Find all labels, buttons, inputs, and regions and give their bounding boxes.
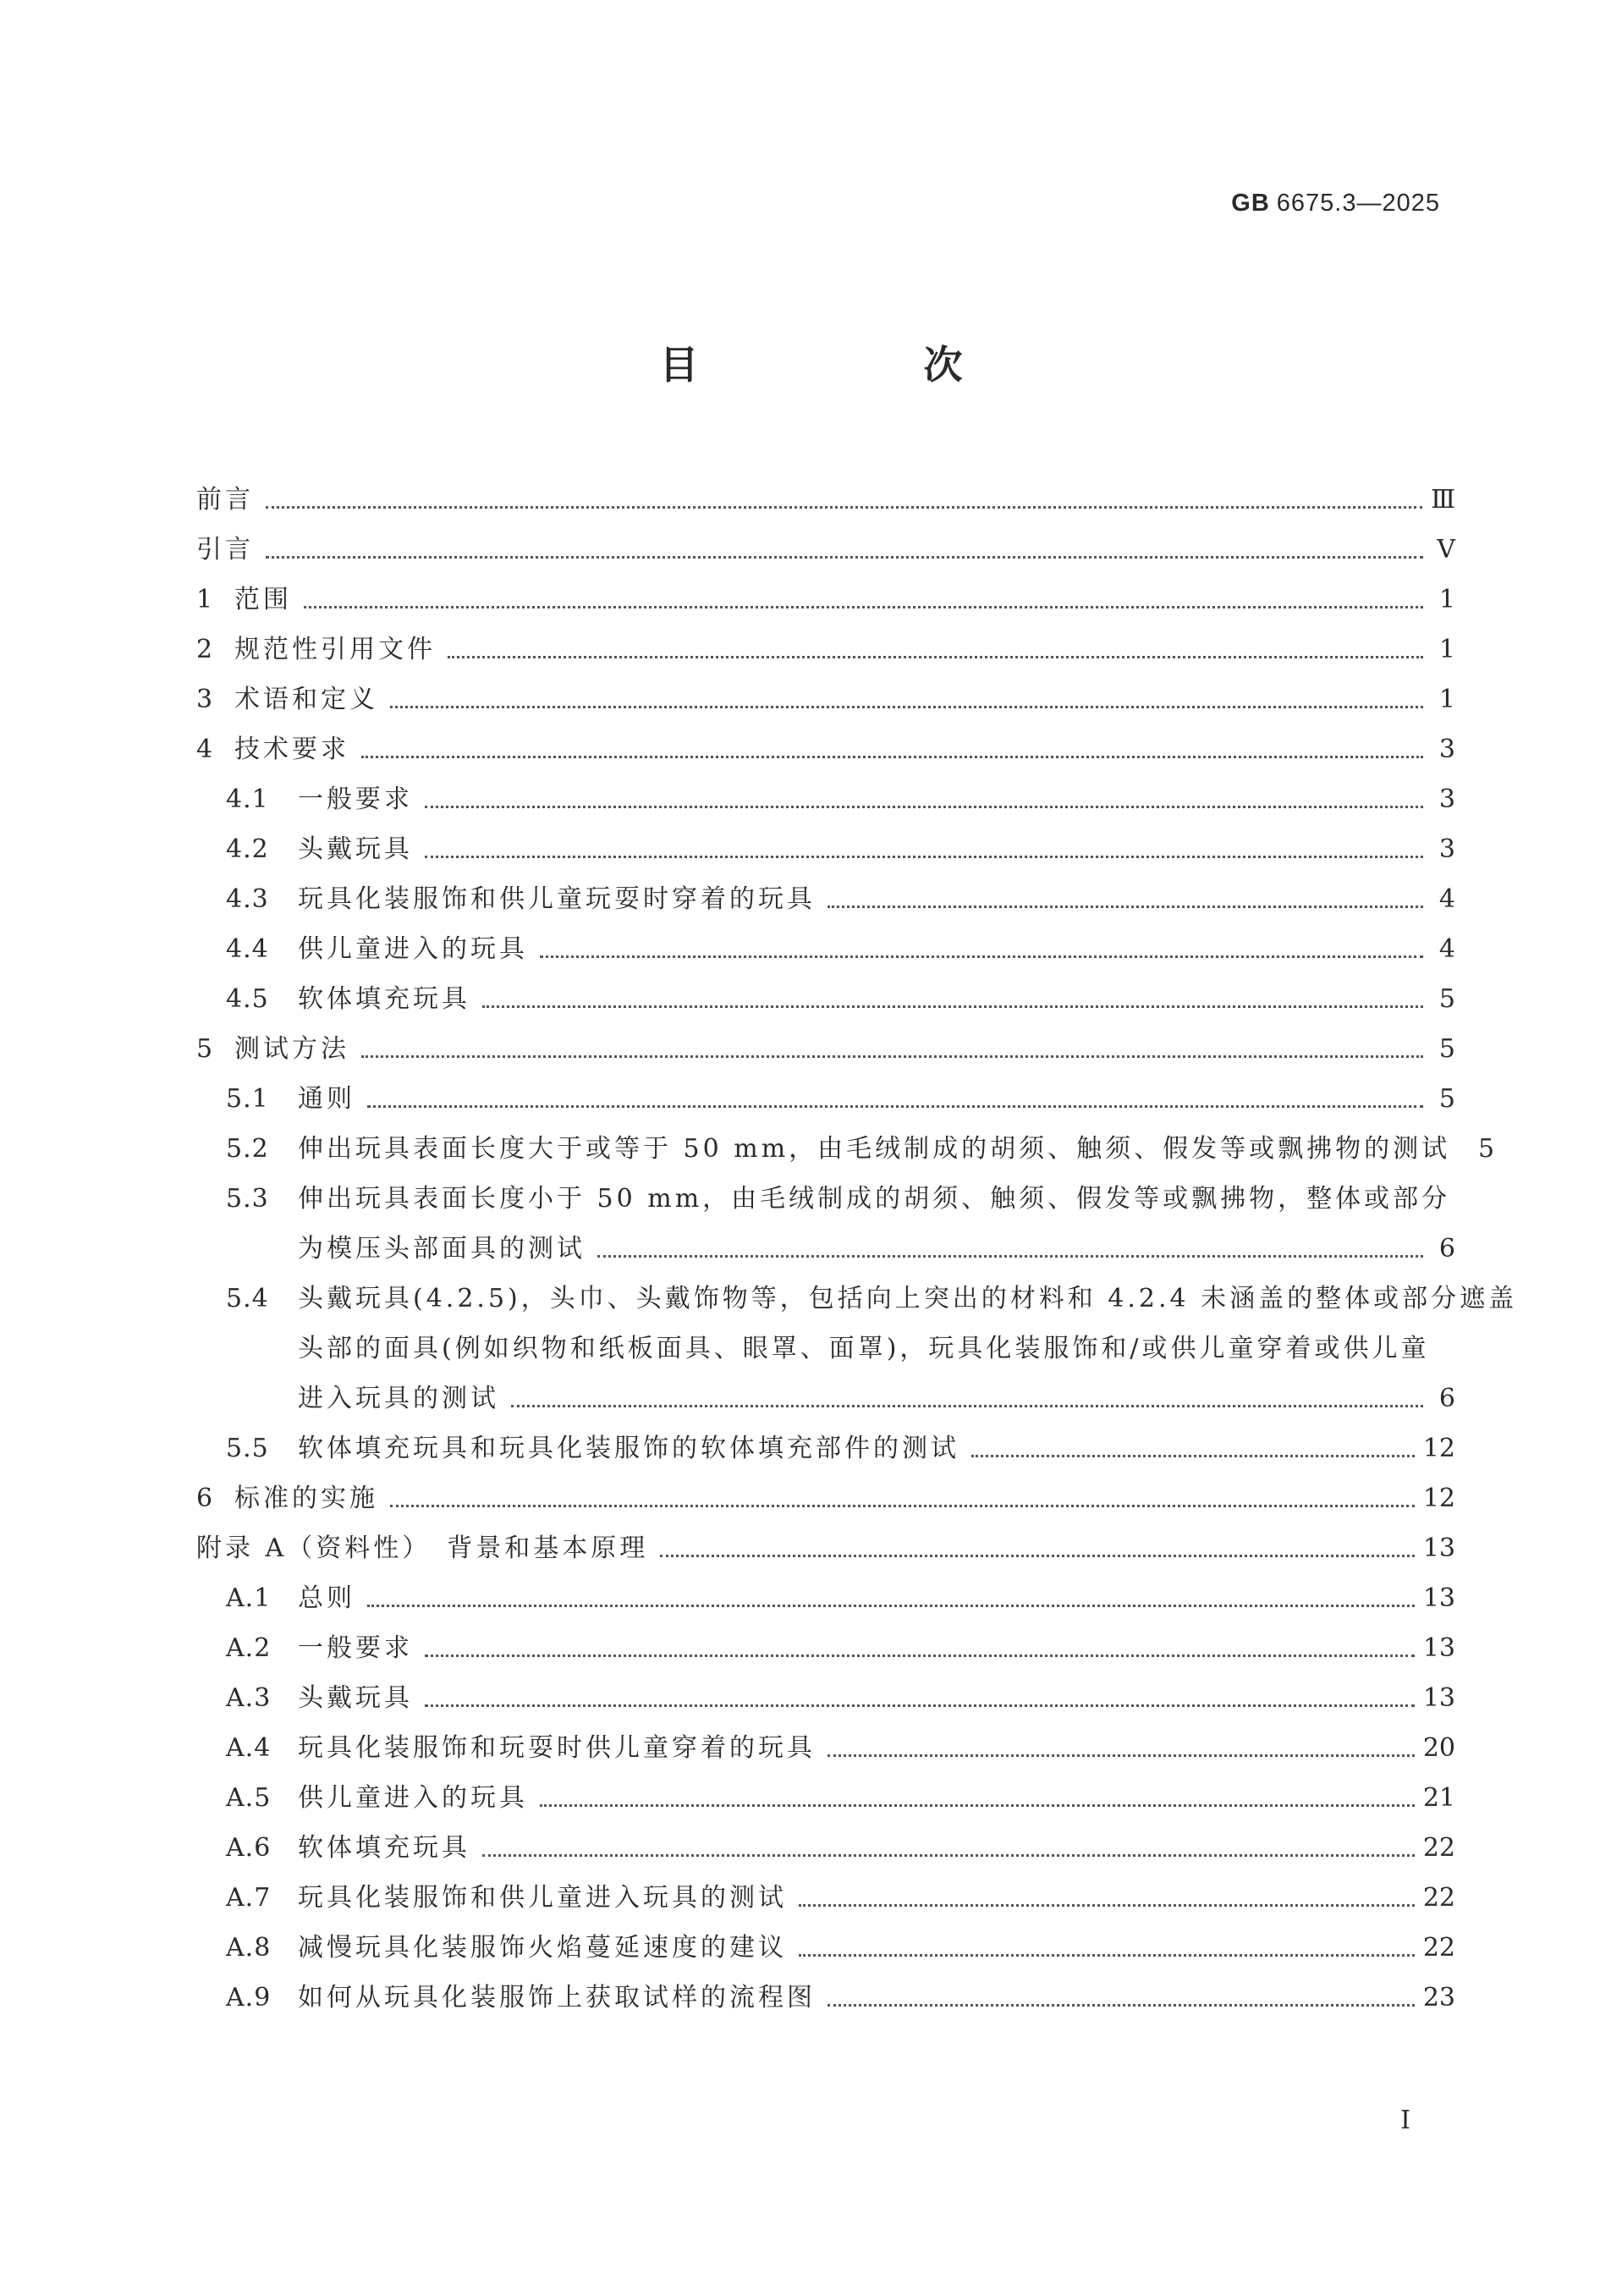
toc-entry-page: 22 (1422, 1883, 1455, 1913)
dot-leader (511, 1404, 1423, 1407)
dot-leader (827, 905, 1423, 908)
toc-entry[interactable] (196, 665, 1455, 715)
toc-entry-label: 一般要求 (298, 1633, 413, 1663)
dot-leader (597, 1254, 1423, 1258)
toc-entry-label: 软体填充玩具和玩具化装服饰的软体填充部件的测试 (298, 1434, 959, 1463)
toc-entry-label: 伸出玩具表面长度大于或等于 50 mm，由毛绒制成的胡须、触须、假发等或飘拂物的测试 (298, 1134, 1451, 1164)
toc-entry[interactable] (196, 965, 1455, 1015)
toc-entry-label: 玩具化装服饰和供儿童进入玩具的测试 (298, 1883, 787, 1913)
dot-leader (361, 755, 1423, 758)
toc-entry-label: 引言 (196, 535, 254, 564)
dot-leader (304, 605, 1423, 608)
toc-entry-page: 12 (1422, 1434, 1455, 1463)
toc-entry-label: 技术要求 (234, 735, 349, 764)
toc-entry-label: 总则 (298, 1583, 355, 1613)
toc-entry-label: 如何从玩具化装服饰上获取试样的流程图 (298, 1983, 816, 2012)
toc-entry-number: 5.2 (226, 1134, 269, 1164)
toc-entry-label: 减慢玩具化装服饰火焰蔓延速度的建议 (298, 1933, 787, 1963)
toc-entry[interactable] (196, 565, 1455, 615)
toc-entry-page: 5 (1438, 1084, 1455, 1114)
toc-entry-page: 5 (1478, 1134, 1495, 1164)
dot-leader (425, 1654, 1415, 1657)
toc-entry-page: 13 (1422, 1683, 1455, 1713)
dot-leader (266, 505, 1422, 509)
toc-entry-number: 3 (196, 685, 214, 714)
toc-entry-page: 3 (1438, 785, 1455, 814)
dot-leader (448, 655, 1423, 658)
dot-leader (540, 1803, 1415, 1807)
toc-entry-number: 5.3 (226, 1184, 269, 1214)
dot-leader (425, 805, 1423, 808)
toc-entry-number: A.2 (226, 1633, 272, 1663)
dot-leader (266, 555, 1423, 559)
toc-entry[interactable] (196, 715, 1455, 765)
toc-entry-page: Ⅴ (1437, 535, 1455, 564)
toc-entry-page: 3 (1438, 735, 1455, 764)
dot-leader (425, 855, 1423, 858)
toc-entry[interactable] (196, 765, 1455, 815)
toc-entry[interactable] (196, 1714, 1455, 1764)
toc-entry[interactable] (196, 1264, 1518, 1314)
toc-entry[interactable] (196, 815, 1455, 865)
toc-entry[interactable] (196, 1814, 1455, 1864)
toc-entry-page: 21 (1422, 1783, 1455, 1813)
standard-prefix: GB (1231, 190, 1270, 217)
toc-entry[interactable] (196, 865, 1455, 915)
toc-entry-number: A.7 (226, 1883, 272, 1913)
dot-leader (799, 1903, 1415, 1907)
toc-entry-label: 前言 (196, 485, 254, 515)
dot-leader (827, 2003, 1415, 2007)
toc-entry-number: 6 (196, 1484, 214, 1513)
toc-entry-number: 4.3 (226, 884, 269, 914)
dot-leader (425, 1704, 1415, 1707)
toc-entry-number: 5.1 (226, 1084, 269, 1114)
toc-entry[interactable] (196, 1614, 1455, 1664)
toc-entry-label: 一般要求 (298, 785, 413, 814)
toc-entry-number: 1 (196, 585, 214, 614)
toc-entry-label: 玩具化装服饰和供儿童玩耍时穿着的玩具 (298, 884, 816, 914)
standard-number (1231, 190, 1440, 217)
toc-entry-number: 4.1 (226, 785, 269, 814)
toc-entry-number: 4.5 (226, 984, 269, 1014)
toc-entry-number: A.6 (226, 1833, 272, 1863)
dot-leader (540, 955, 1423, 958)
toc-entry[interactable] (196, 915, 1455, 965)
toc-entry-number: A.5 (226, 1783, 272, 1813)
toc-entry-label: 供儿童进入的玩具 (298, 1783, 528, 1813)
toc-entry-number: 4 (196, 735, 214, 764)
toc-entry[interactable] (196, 1314, 1455, 1364)
toc-title: 目 次 (659, 342, 1056, 388)
toc-entry-page: 13 (1422, 1633, 1455, 1663)
toc-entry-page: 22 (1422, 1833, 1455, 1863)
toc-entry-label: 为模压头部面具的测试 (298, 1234, 586, 1264)
toc-entry-number: 4.2 (226, 834, 269, 864)
dot-leader (660, 1554, 1415, 1557)
toc-entry[interactable] (196, 1864, 1455, 1913)
toc-entry-number: A.4 (226, 1733, 272, 1763)
toc-entry-label: 头部的面具(例如织物和纸板面具、眼罩、面罩)，玩具化装服饰和/或供儿童穿着或供儿童 (298, 1334, 1430, 1363)
toc-entry[interactable] (196, 465, 1455, 515)
toc-entry-page: 1 (1438, 585, 1455, 614)
toc-entry[interactable] (196, 1913, 1455, 1963)
dot-leader (482, 1853, 1415, 1857)
toc-entry[interactable] (196, 1564, 1455, 1614)
dot-leader (799, 1953, 1415, 1957)
toc-entry[interactable] (196, 1214, 1455, 1264)
toc-entry-page: 4 (1438, 934, 1455, 964)
table-of-contents (196, 465, 1518, 2013)
toc-entry-page: 20 (1422, 1733, 1455, 1763)
toc-entry-label: 头戴玩具 (298, 1683, 413, 1713)
toc-entry-page: Ⅲ (1431, 485, 1455, 515)
toc-entry-page: 12 (1422, 1484, 1455, 1513)
toc-entry[interactable] (196, 1015, 1455, 1065)
toc-entry[interactable] (196, 1764, 1455, 1814)
toc-entry-label: 软体填充玩具 (298, 984, 470, 1014)
toc-entry-number: 2 (196, 635, 214, 664)
dot-leader (367, 1104, 1423, 1108)
dot-leader (971, 1454, 1415, 1457)
toc-entry-page: 13 (1422, 1583, 1455, 1613)
page-number: I (1400, 2106, 1410, 2135)
toc-entry[interactable] (196, 1414, 1455, 1464)
toc-entry-label: 标准的实施 (234, 1484, 378, 1513)
toc-entry-number: 5.4 (226, 1284, 269, 1313)
toc-entry-page: 13 (1422, 1533, 1455, 1563)
dot-leader (482, 1005, 1423, 1008)
toc-entry-label: 进入玩具的测试 (298, 1384, 499, 1413)
toc-entry-label: 头戴玩具(4.2.5)，头巾、头戴饰物等，包括向上突出的材料和 4.2.4 未涵盖的整体或部分遮盖 (298, 1284, 1518, 1313)
toc-entry[interactable] (196, 1115, 1495, 1165)
toc-entry-page: 23 (1422, 1983, 1455, 2012)
toc-entry-label: 头戴玩具 (298, 834, 413, 864)
toc-entry-label: 术语和定义 (234, 685, 378, 714)
toc-entry-number: 4.4 (226, 934, 269, 964)
toc-entry-label: 附录 A（资料性） 背景和基本原理 (196, 1533, 649, 1563)
toc-entry[interactable] (196, 615, 1455, 665)
toc-entry-page: 6 (1438, 1234, 1455, 1264)
toc-entry[interactable] (196, 1664, 1455, 1714)
toc-entry-number: 5.5 (226, 1434, 269, 1463)
toc-entry-number: A.1 (226, 1583, 272, 1613)
toc-entry-page: 1 (1438, 685, 1455, 714)
toc-entry[interactable] (196, 1963, 1455, 2013)
toc-entry-page: 5 (1438, 1034, 1455, 1064)
toc-entry-label: 供儿童进入的玩具 (298, 934, 528, 964)
dot-leader (390, 705, 1423, 708)
toc-entry-page: 4 (1438, 884, 1455, 914)
toc-entry-label: 规范性引用文件 (234, 635, 436, 664)
toc-entry[interactable] (196, 1165, 1455, 1214)
toc-entry-page: 6 (1438, 1384, 1455, 1413)
toc-entry-page: 3 (1438, 834, 1455, 864)
dot-leader (367, 1604, 1415, 1607)
toc-entry[interactable] (196, 1065, 1455, 1115)
toc-entry-page: 22 (1422, 1933, 1455, 1963)
toc-entry[interactable] (196, 1514, 1455, 1564)
standard-code: 6675.3—2025 (1276, 190, 1440, 217)
dot-leader (827, 1754, 1415, 1757)
toc-entry-label: 测试方法 (234, 1034, 349, 1064)
toc-entry-label: 软体填充玩具 (298, 1833, 470, 1863)
toc-entry-number: A.9 (226, 1983, 272, 2012)
toc-entry[interactable] (196, 1364, 1455, 1414)
dot-leader (390, 1504, 1415, 1507)
dot-leader (361, 1054, 1423, 1058)
toc-entry-number: 5 (196, 1034, 214, 1064)
toc-entry[interactable] (196, 1464, 1455, 1514)
toc-entry-label: 玩具化装服饰和玩耍时供儿童穿着的玩具 (298, 1733, 816, 1763)
toc-entry-page: 1 (1438, 635, 1455, 664)
toc-entry-number: A.3 (226, 1683, 272, 1713)
toc-entry[interactable] (196, 515, 1455, 565)
toc-entry-number: A.8 (226, 1933, 272, 1963)
toc-entry-label: 通则 (298, 1084, 355, 1114)
toc-entry-label: 范围 (234, 585, 292, 614)
toc-entry-label: 伸出玩具表面长度小于 50 mm，由毛绒制成的胡须、触须、假发等或飘拂物，整体或部分 (298, 1184, 1451, 1214)
toc-entry-page: 5 (1438, 984, 1455, 1014)
